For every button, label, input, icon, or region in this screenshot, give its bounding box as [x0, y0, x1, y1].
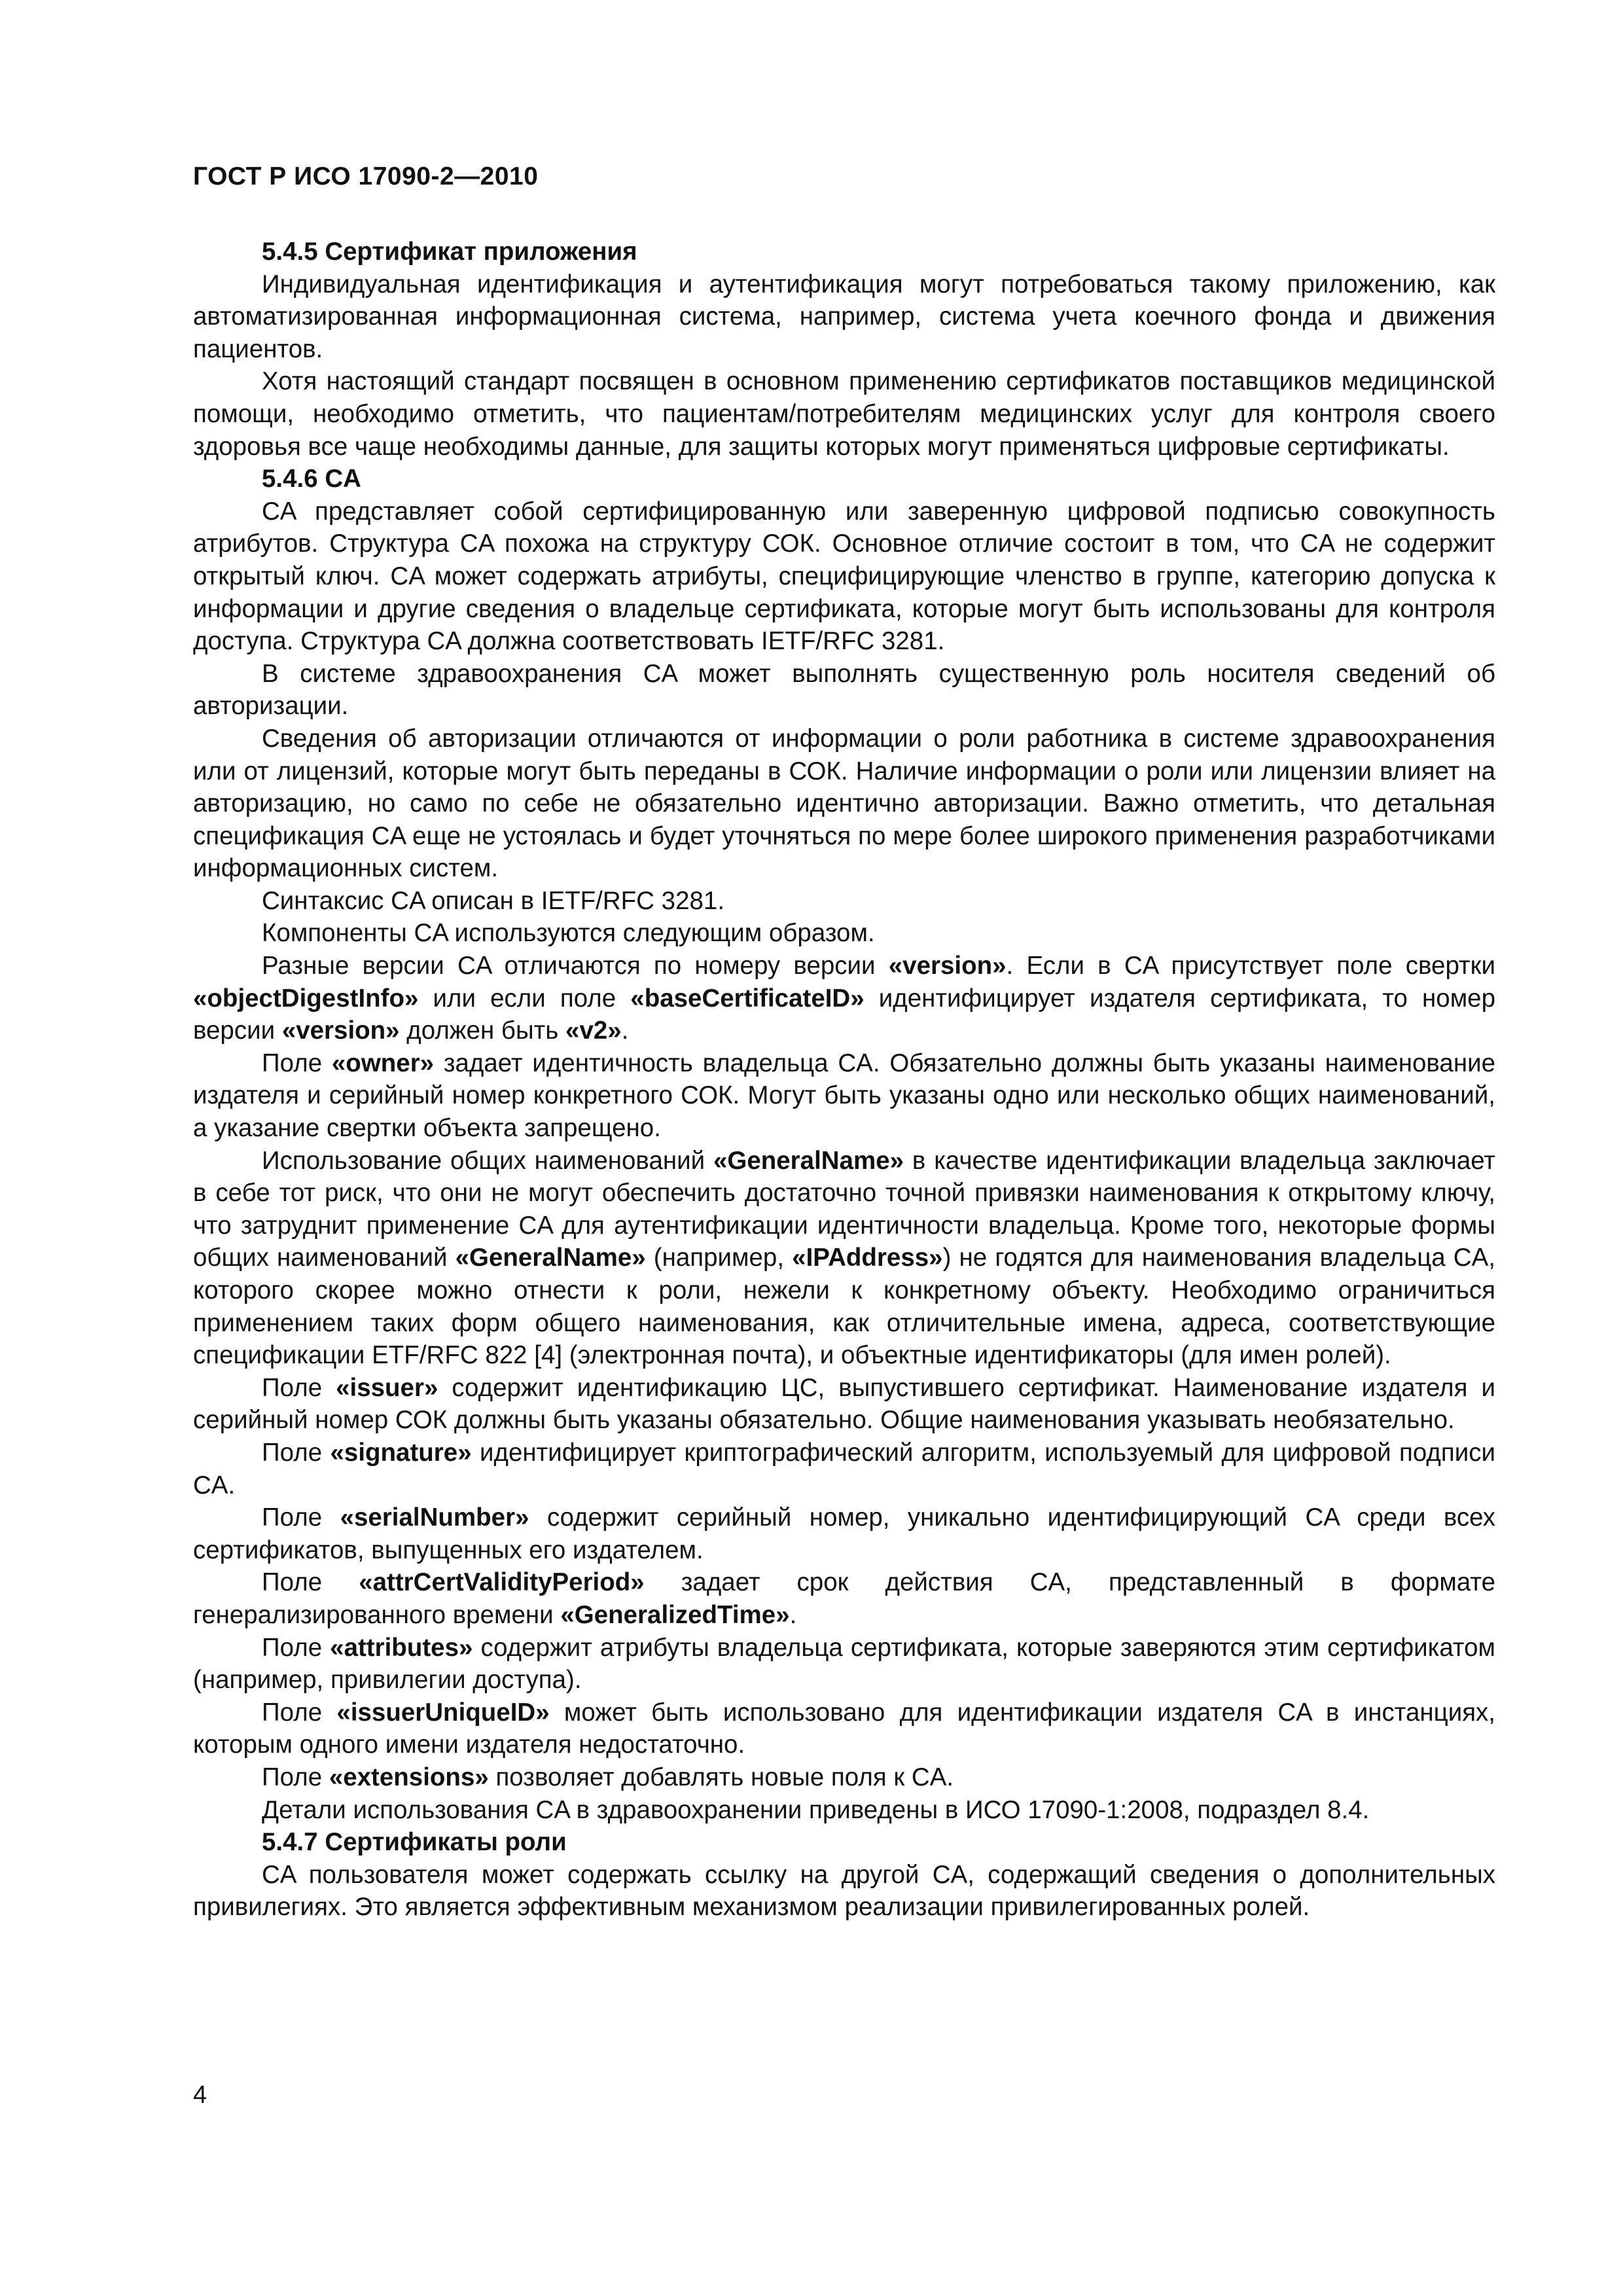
paragraph [193, 1761, 1495, 1794]
paragraph [193, 1372, 1495, 1437]
paragraph-text: . Если в CA присутствует поле свертки [1006, 952, 1495, 980]
field-name: «extensions» [329, 1763, 489, 1791]
paragraph [193, 365, 1495, 463]
paragraph-text: Синтаксис CA описан в IETF/RFC 3281. [262, 886, 725, 915]
field-name: «attrCertValidityPeriod» [359, 1568, 645, 1597]
paragraph-text: . [789, 1600, 797, 1629]
paragraph-text: или если поле [418, 984, 631, 1013]
paragraph [193, 723, 1495, 885]
paragraph-text: идентифицирует криптографический алгоритм, используемый для цифровой подписи CA. [193, 1438, 1495, 1499]
document-body [193, 236, 1495, 1924]
paragraph-text: идентифицирует издателя сертификата, то номер версии [193, 984, 1495, 1045]
paragraph [193, 885, 1495, 918]
paragraph-text: Использование общих наименований [262, 1146, 713, 1175]
paragraph-text: Поле [262, 1568, 359, 1597]
paragraph-text: Поле [262, 1438, 330, 1467]
paragraph-text: . [621, 1016, 629, 1045]
document-header: ГОСТ Р ИСО 17090-2—2010 [193, 162, 539, 190]
page-number: 4 [193, 2081, 207, 2109]
field-name: «GeneralName» [713, 1146, 904, 1175]
paragraph-text: CA пользователя может содержать ссылку на другой CA, содержащий сведения о дополнительных привилегиях. Это является эффективным механизмом реализации привилегированных ролей. [193, 1860, 1495, 1922]
field-name: «baseCertificateID» [630, 984, 865, 1013]
field-name: «IPAddress» [792, 1244, 943, 1272]
paragraph [193, 1047, 1495, 1145]
paragraph [193, 1696, 1495, 1761]
paragraph-text: (например, [645, 1244, 793, 1272]
paragraph-text: задает срок действия CA, представленный в формате генерализированного времени [193, 1568, 1496, 1629]
field-name: «serialNumber» [340, 1503, 529, 1532]
paragraph-text: задает идентичность владельца CA. Обязательно должны быть указаны наименование издателя и серийный номер конкретного СОК. Могут быть указаны одно или несколько общих наименований, а указание свертки объекта запрещено. [193, 1049, 1496, 1143]
paragraph [193, 1566, 1495, 1631]
paragraph [193, 1859, 1495, 1924]
section-heading: 5.4.5 Сертификат приложения [262, 238, 637, 266]
field-name: «objectDigestInfo» [193, 984, 419, 1013]
paragraph-text: в качестве идентификации владельца заключает в себе тот риск, что они не могут обеспечить достаточно точной привязки наименования к открытому ключу, что затруднит применение CA для аутентификации идентичности владельца. Кроме того, некоторые формы общих наименований [193, 1146, 1495, 1272]
paragraph [193, 1437, 1495, 1501]
paragraph [193, 950, 1495, 1047]
field-name: «version» [888, 952, 1007, 980]
paragraph-text: содержит серийный номер, уникально идентифицирующий CA среди всех сертификатов, выпущенных его издателем. [193, 1503, 1496, 1564]
paragraph-text: В системе здравоохранения CA может выполнять существенную роль носителя сведений об авторизации. [193, 659, 1495, 721]
paragraph-text: Поле [262, 1698, 337, 1727]
paragraph [193, 495, 1495, 658]
paragraph-text: Поле [262, 1763, 329, 1791]
field-name: «attributes» [330, 1633, 473, 1662]
field-name: «issuer» [336, 1373, 438, 1402]
field-name: «issuerUniqueID» [336, 1698, 550, 1727]
paragraph-text: Хотя настоящий стандарт посвящен в основном применению сертификатов поставщиков медицинской помощи, необходимо отметить, что пациентам/потребителям медицинских услуг для контроля своего здоровья все чаще необходимы данные, для защиты которых могут применяться цифровые сертификаты. [193, 367, 1495, 461]
paragraph-text: ) не годятся для наименования владельца CA, которого скорее можно отнести к роли, нежели к конкретному объекту. Необходимо ограничиться применением таких форм общего наименования, как отличительные имена, адреса, соответствующие спецификации ETF/RFC 822 [4] (электронная почта), и объектные идентификаторы (для имен ролей). [193, 1244, 1495, 1370]
paragraph-text: Поле [262, 1049, 332, 1077]
paragraph-text: Детали использования CA в здравоохранении приведены в ИСО 17090-1:2008, подраздел 8.4. [262, 1795, 1370, 1824]
paragraph-text: Компоненты CA используются следующим образом. [262, 919, 875, 948]
paragraph-text: CA представляет собой сертифицированную или заверенную цифровой подписью совокупность атрибутов. Структура CA похожа на структуру СОК. Основное отличие состоит в том, что CA не содержит открытый ключ. CA может содержать атрибуты, специфицирующие членство в группе, категорию допуска к информации и другие сведения о владельце сертификата, которые могут быть использованы для контроля доступа. Структура CA должна соответствовать IETF/RFC 3281. [193, 497, 1495, 656]
paragraph [193, 658, 1495, 723]
field-name: «version» [281, 1016, 400, 1045]
paragraph-text: Разные версии CA отличаются по номеру версии [262, 952, 889, 980]
field-name: «signature» [330, 1438, 472, 1467]
section-heading: 5.4.6 CA [262, 465, 361, 493]
paragraph-text: должен быть [399, 1016, 566, 1045]
paragraph [193, 1501, 1495, 1566]
section-heading: 5.4.7 Сертификаты роли [262, 1828, 567, 1857]
paragraph [193, 1794, 1495, 1827]
paragraph-text: содержит идентификацию ЦС, выпустившего сертификат. Наименование издателя и серийный номер СОК должны быть указаны обязательно. Общие наименования указывать необязательно. [193, 1373, 1495, 1435]
field-name: «owner» [331, 1049, 435, 1077]
field-name: «GeneralizedTime» [560, 1600, 790, 1629]
paragraph-text: Поле [262, 1503, 340, 1532]
paragraph-text: Поле [262, 1373, 336, 1402]
paragraph-text: позволяет добавлять новые поля к CA. [488, 1763, 954, 1791]
field-name: «GeneralName» [455, 1244, 646, 1272]
paragraph-text: Сведения об авторизации отличаются от информации о роли работника в системе здравоохранения или от лицензий, которые могут быть переданы в СОК. Наличие информации о роли или лицензии влияет на авторизацию, но само по себе не обязательно идентично авторизации. Важно отметить, что детальная спецификация CA еще не устоялась и будет уточняться по мере более широкого применения разработчиками информационных систем. [193, 724, 1495, 883]
paragraph [193, 1145, 1495, 1372]
paragraph [193, 1632, 1495, 1696]
paragraph-text: может быть использовано для идентификации издателя CA в инстанциях, которым одного имени издателя недостаточно. [193, 1698, 1495, 1759]
paragraph-text: Поле [262, 1633, 330, 1662]
paragraph-text: Индивидуальная идентификация и аутентификация могут потребоваться такому приложению, как автоматизированная информационная система, например, система учета коечного фонда и движения пациентов. [193, 270, 1495, 363]
paragraph [193, 268, 1495, 366]
paragraph-text: содержит атрибуты владельца сертификата, которые заверяются этим сертификатом (например, привилегии доступа). [193, 1633, 1496, 1695]
paragraph [193, 917, 1495, 950]
field-name: «v2» [565, 1016, 622, 1045]
